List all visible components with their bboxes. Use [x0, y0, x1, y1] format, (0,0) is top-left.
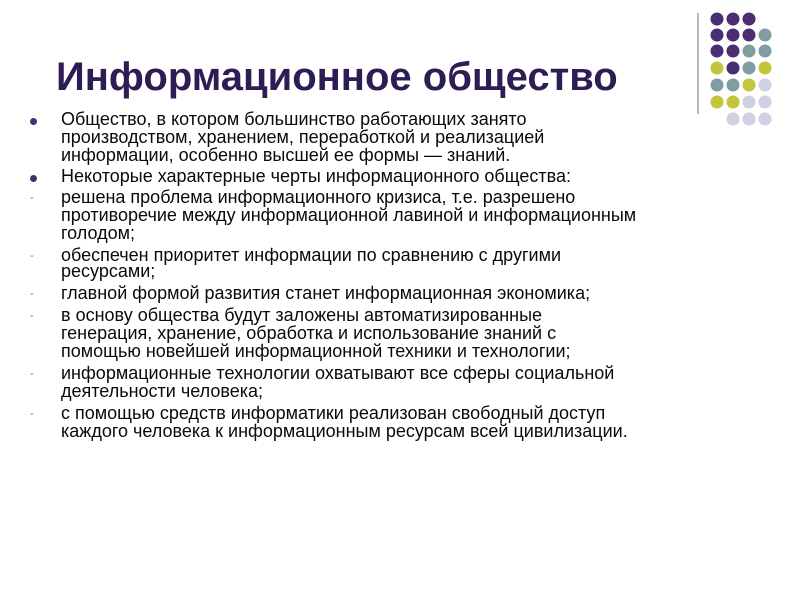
item-text-line: информационные технологии охватывают все сферы социальной [61, 363, 615, 383]
dash-item [28, 284, 788, 302]
item-text-line: помощью новейшей информационной техники и технологии; [61, 341, 571, 361]
dash-marker: - [30, 288, 34, 300]
slide-content [28, 110, 788, 440]
decorative-dot [727, 29, 740, 42]
dash-item [28, 364, 788, 400]
bullet-item [28, 167, 788, 185]
decorative-dot [727, 96, 740, 109]
dash-item [28, 404, 788, 440]
item-text-line: производством, хранением, переработкой и реализацией [61, 127, 545, 147]
dash-marker: - [30, 408, 34, 420]
item-text-line: Некоторые характерные черты информационного общества: [61, 166, 571, 186]
item-text-line: каждого человека к информационным ресурсам всей цивилизации. [61, 421, 628, 441]
decorative-divider [697, 13, 699, 114]
bullet-item [28, 110, 788, 164]
decorative-dot [759, 29, 772, 42]
bullet-icon [30, 175, 37, 182]
item-text-line: информации, особенно высшей ее формы — знаний. [61, 145, 511, 165]
decorative-dot [743, 62, 756, 75]
dash-item [28, 306, 788, 360]
decorative-dot [759, 45, 772, 58]
item-text-line: решена проблема информационного кризиса, т.е. разрешено [61, 187, 576, 207]
dash-item [28, 188, 788, 242]
decorative-dot [743, 29, 756, 42]
decorative-dot [759, 79, 772, 92]
dash-item [28, 246, 788, 280]
item-text-line: голодом; [61, 223, 135, 243]
item-text-line: деятельности человека; [61, 381, 264, 401]
decorative-dot [743, 79, 756, 92]
item-text-line: генерация, хранение, обработка и использование знаний с [61, 323, 557, 343]
item-text-line: противоречие между информационной лавиной и информационным [61, 205, 637, 225]
dash-marker: - [30, 368, 34, 380]
decorative-dot [711, 79, 724, 92]
item-text-line: ресурсами; [61, 261, 156, 281]
decorative-dot [727, 62, 740, 75]
dash-marker: - [30, 250, 34, 262]
item-text-line: обеспечен приоритет информации по сравнению с другими [61, 245, 561, 265]
decorative-dot [711, 13, 724, 26]
decorative-dot [711, 96, 724, 109]
item-text-line: главной формой развития станет информационная экономика; [61, 283, 591, 303]
dash-marker: - [30, 192, 34, 204]
decorative-dot [727, 13, 740, 26]
decorative-dot [743, 45, 756, 58]
item-text-line: с помощью средств информатики реализован свободный доступ [61, 403, 606, 423]
item-text-line: Общество, в котором большинство работающих занято [61, 109, 527, 129]
slide-title: Информационное общество [56, 55, 618, 99]
decorative-dot [759, 96, 772, 109]
decorative-dot [711, 62, 724, 75]
decorative-dot [759, 62, 772, 75]
decorative-dot [727, 45, 740, 58]
decorative-dot [743, 96, 756, 109]
bullet-icon [30, 118, 37, 125]
dash-marker: - [30, 310, 34, 322]
decorative-dot [727, 79, 740, 92]
decorative-dot [711, 45, 724, 58]
decorative-dot [711, 29, 724, 42]
decorative-dot [743, 13, 756, 26]
item-text-line: в основу общества будут заложены автоматизированные [61, 305, 543, 325]
